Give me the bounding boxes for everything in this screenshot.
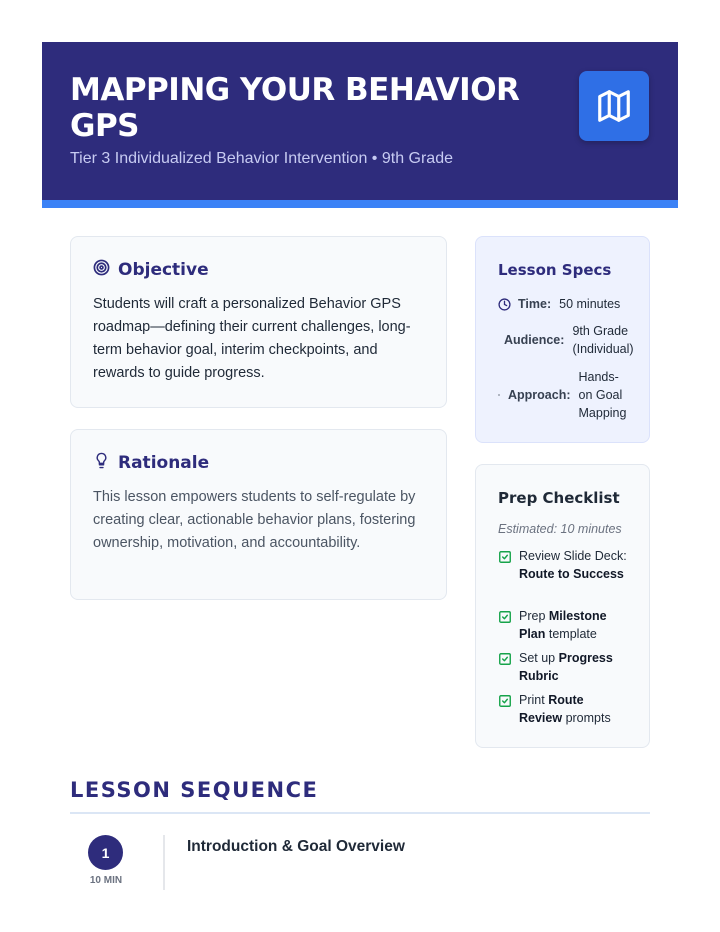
checklist-item [498, 691, 628, 727]
checklist-item [498, 547, 628, 583]
lesson-specs-title: Lesson Specs [498, 261, 612, 279]
dot-icon [498, 394, 500, 396]
checkbox-checked-icon [498, 652, 512, 685]
objective-heading-label: Objective [118, 260, 209, 280]
objective-text: Students will craft a personalized Behavior GPS roadmap—defining their current challenges, long-term behavior goal, interim checkpoints, and rewards to guide progress. [93, 296, 411, 381]
checklist-item-text: Print Route Review prompts [519, 693, 611, 725]
spec-audience-label: Audience: [504, 333, 565, 347]
map-icon [579, 71, 649, 141]
step-divider [163, 835, 165, 890]
checklist-item [498, 607, 628, 643]
clock-icon [498, 298, 511, 311]
rationale-text: This lesson empowers students to self-regulate by creating clear, actionable behavior plans, fostering ownership, motivation, and accountability. [93, 489, 416, 551]
prep-checklist-title: Prep Checklist [498, 489, 620, 507]
checklist-item-text: Set up Progress Rubric [519, 651, 613, 683]
prep-checklist-card [475, 464, 650, 748]
checklist-item-text: Review Slide Deck: Route to Success [519, 549, 627, 581]
lesson-header [42, 42, 678, 208]
checklist-item-text: Prep Milestone Plan template [519, 609, 607, 641]
step-title: Introduction & Goal Overview [187, 838, 405, 855]
spec-time-value: 50 minutes [559, 297, 621, 311]
lesson-specs-card [475, 236, 650, 443]
checkbox-checked-icon [498, 610, 512, 643]
spec-audience [504, 322, 634, 358]
step-duration: 10 MIN [89, 875, 123, 886]
checklist-item [498, 649, 628, 685]
target-icon [93, 259, 110, 281]
section-divider [70, 812, 650, 814]
page-title: MAPPING YOUR BEHAVIOR GPS [70, 72, 520, 144]
objective-heading [93, 259, 209, 281]
objective-card [70, 236, 447, 408]
step-number-badge: 1 [88, 835, 123, 870]
spec-approach-value: Hands- on Goal Mapping [578, 370, 627, 420]
checkbox-checked-icon [498, 694, 512, 727]
lightbulb-icon [93, 452, 110, 474]
spec-time-label: Time: [518, 297, 552, 311]
prep-checklist-estimate: Estimated: 10 minutes [498, 522, 622, 536]
spec-approach [498, 368, 626, 422]
lesson-sequence-title: LESSON SEQUENCE [70, 778, 319, 802]
rationale-card [70, 429, 447, 600]
rationale-heading-label: Rationale [118, 453, 210, 473]
page-subtitle: Tier 3 Individualized Behavior Intervention • 9th Grade [70, 150, 453, 167]
spec-approach-label: Approach: [508, 388, 571, 402]
checkbox-checked-icon [498, 550, 512, 583]
spec-audience-value: 9th Grade (Individual) [572, 324, 634, 356]
spec-time [498, 295, 620, 313]
rationale-heading [93, 452, 209, 474]
